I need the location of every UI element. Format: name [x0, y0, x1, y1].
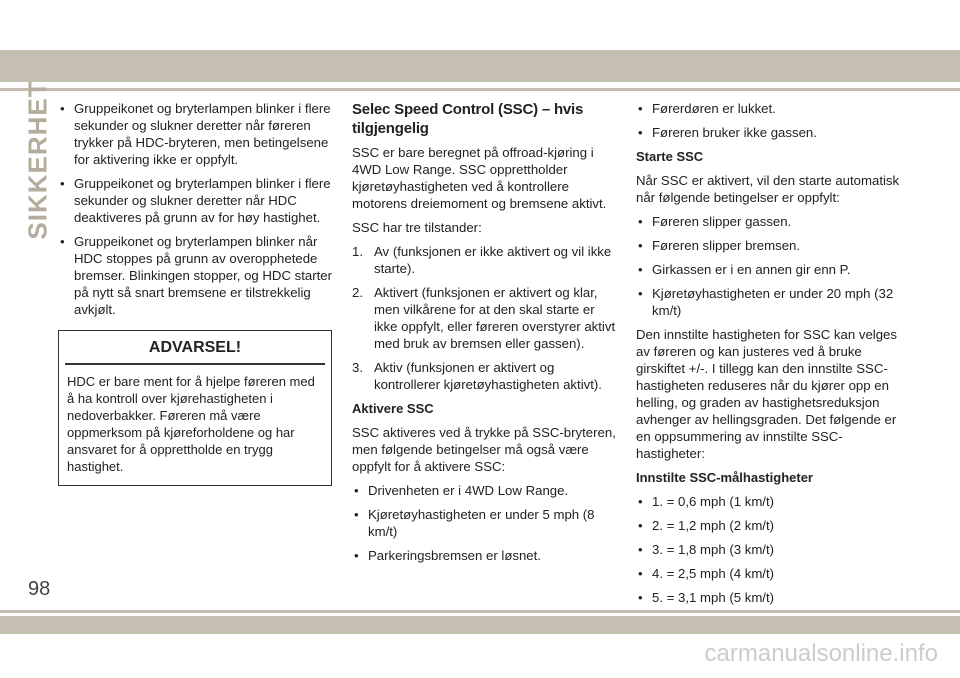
list-text: Aktivert (funksjonen er aktivert og klar, men vilkårene for at den skal starte er ikke oppfylt, eller føreren overstyrer aktivt med bruk av bremsen eller gassen). — [374, 285, 616, 351]
list-item: • 5. = 3,1 mph (5 km/t) — [636, 589, 904, 606]
paragraph: SSC aktiveres ved å trykke på SSC-bryteren, men følgende betingelser må også være oppfylt for å aktivere SSC: — [352, 425, 616, 474]
column-2 — [352, 100, 616, 571]
list-item: • 3. = 1,8 mph (3 km/t) — [636, 541, 904, 558]
header-band — [0, 50, 960, 82]
list-item: • Parkeringsbremsen er løsnet. — [352, 547, 616, 564]
warning-text: HDC er bare ment for å hjelpe føreren med å ha kontroll over kjørehastigheten i nedoverbakker. Føreren må være oppmerksom på kjøreforholdene og har ansvaret for å opprettholde en trygg hastighet. — [67, 374, 315, 474]
list-item: • Gruppeikonet og bryterlampen blinker når HDC stoppes på grunn av overopphetede bremser. Blinkingen stopper, og HDC starter på nytt så snart bremsene er tilstrekkelig avkjølt. — [58, 233, 334, 318]
sub-heading: Innstilte SSC-målhastigheter — [636, 470, 813, 485]
list-item: • Føreren slipper bremsen. — [636, 237, 904, 254]
list-text: Aktiv (funksjonen er aktivert og kontrollerer kjøretøyhastigheten aktivt). — [374, 360, 602, 392]
list-item: • Gruppeikonet og bryterlampen blinker i flere sekunder og slukner deretter når føreren trykker på HDC-bryteren, men betingelsene for aktivering ikke er oppfylt. — [58, 100, 334, 168]
side-label: SIKKERHET — [22, 80, 53, 240]
list-item — [352, 243, 616, 277]
footer-rule — [0, 610, 960, 613]
side-tab — [22, 80, 53, 240]
paragraph: Den innstilte hastigheten for SSC kan velges av føreren og kan justeres ved å bruke girskiftet +/-. I tillegg kan den innstilte SSC-hastigheten reduseres når du kjører opp en helling, og graden av hastighetsreduksjon avhenger av hellingsgraden. Det følgende er en oppsummering av innstilte SSC-hastigheter: — [636, 327, 897, 461]
top-margin — [0, 0, 960, 50]
list-text: Av (funksjonen er ikke aktivert og vil ikke starte). — [374, 244, 612, 276]
list-item: • 2. = 1,2 mph (2 km/t) — [636, 517, 904, 534]
list-item: • Føreren bruker ikke gassen. — [636, 124, 904, 141]
footer-band — [0, 616, 960, 634]
list-item: • Girkassen er i en annen gir enn P. — [636, 261, 904, 278]
paragraph: Når SSC er aktivert, vil den starte automatisk når følgende betingelser er oppfylt: — [636, 173, 900, 205]
header-rule — [0, 88, 960, 91]
list-item — [352, 284, 616, 352]
section-heading: Selec Speed Control (SSC) – hvis tilgjengelig — [352, 101, 584, 137]
warning-title: ADVARSEL! — [65, 331, 325, 365]
list-number: 3. — [352, 360, 363, 375]
column-3 — [636, 100, 904, 613]
warning-box — [58, 330, 332, 486]
sub-heading: Aktivere SSC — [352, 401, 434, 416]
sub-heading: Starte SSC — [636, 149, 704, 164]
watermark: carmanualsonline.info — [704, 640, 938, 667]
list-number: 1. — [352, 244, 363, 259]
list-item: • Kjøretøyhastigheten er under 20 mph (32 km/t) — [636, 285, 904, 319]
list-item: • Drivenheten er i 4WD Low Range. — [352, 482, 616, 499]
list-number: 2. — [352, 285, 363, 300]
list-item: • 1. = 0,6 mph (1 km/t) — [636, 493, 904, 510]
list-item: • Førerdøren er lukket. — [636, 100, 904, 117]
paragraph: SSC har tre tilstander: — [352, 220, 482, 235]
page-number: 98 — [28, 578, 51, 600]
column-1 — [58, 100, 334, 486]
list-item: • Føreren slipper gassen. — [636, 213, 904, 230]
list-item: • 4. = 2,5 mph (4 km/t) — [636, 565, 904, 582]
list-item: • Kjøretøyhastigheten er under 5 mph (8 km/t) — [352, 506, 616, 540]
list-item: • Gruppeikonet og bryterlampen blinker i flere sekunder og slukner deretter når HDC deaktiveres på grunn av for høy hastighet. — [58, 175, 334, 226]
paragraph: SSC er bare beregnet på offroad-kjøring i 4WD Low Range. SSC opprettholder kjøretøyhastigheten ved å kontrollere motorens dreiemoment og bremsene aktivt. — [352, 145, 607, 211]
list-item — [352, 359, 616, 393]
